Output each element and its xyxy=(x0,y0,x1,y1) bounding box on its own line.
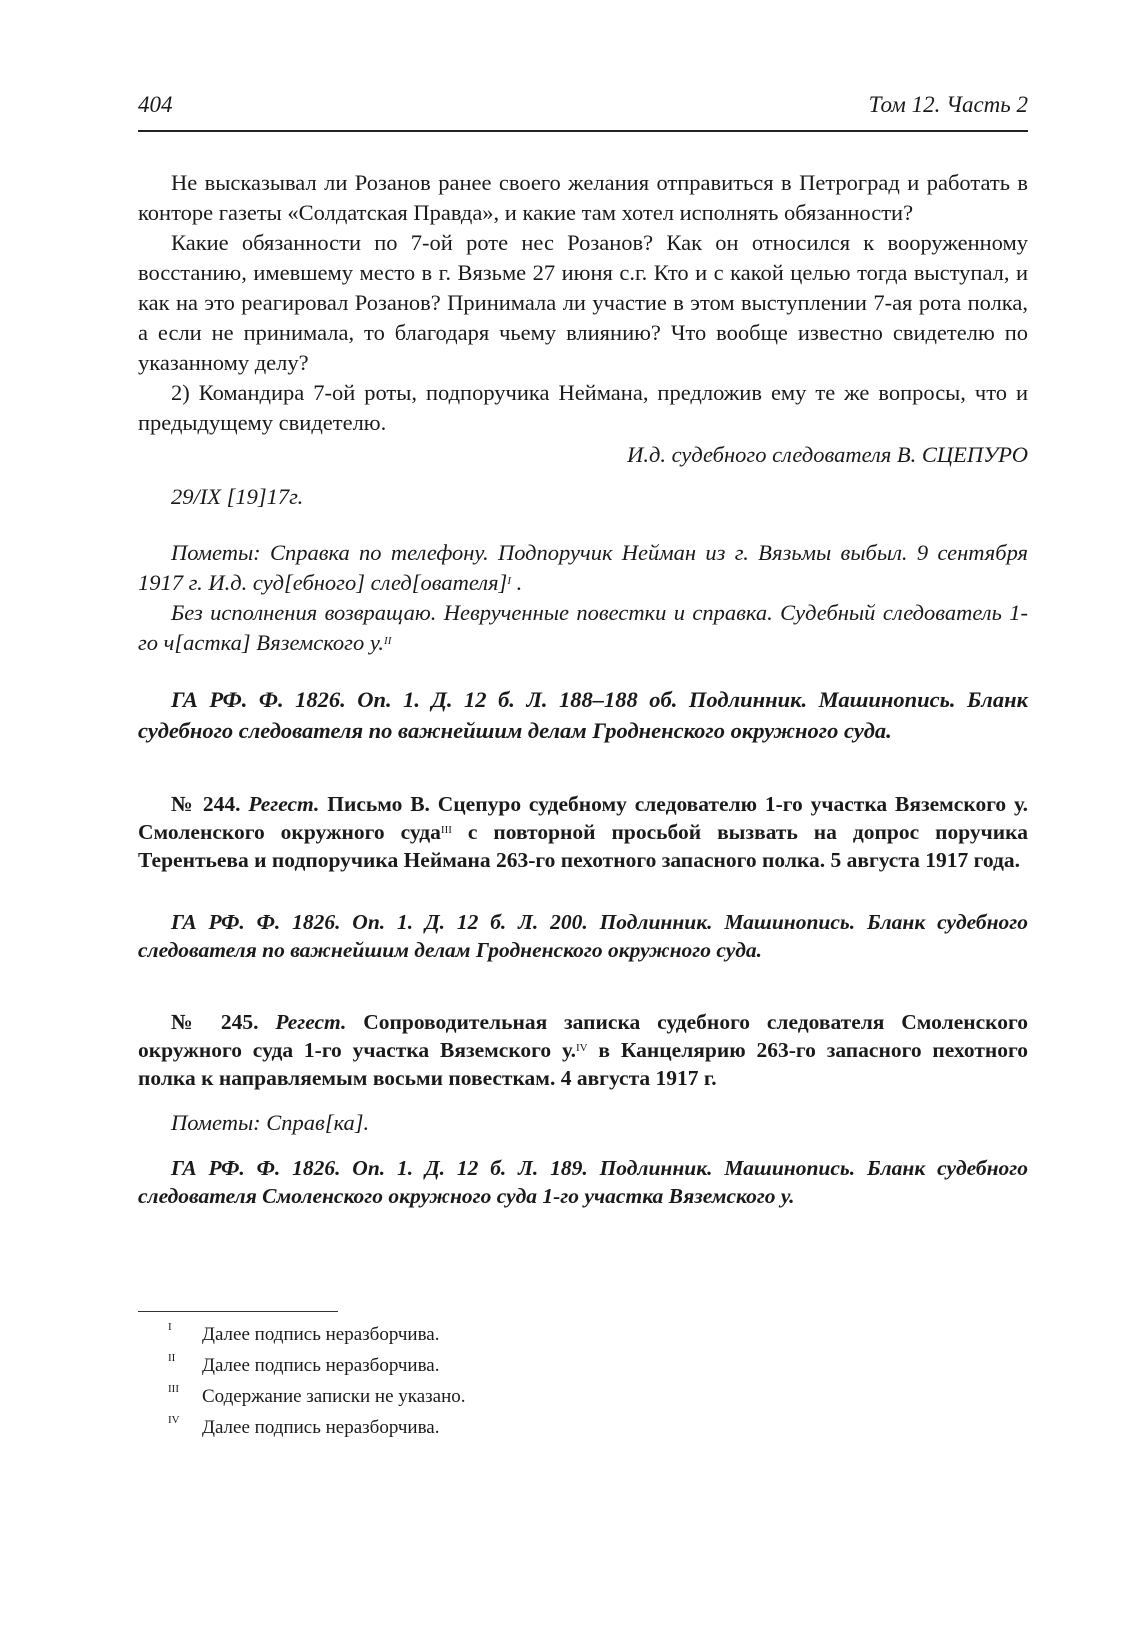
footnotes xyxy=(138,1321,1028,1448)
doc-244-number: № 244. xyxy=(171,792,241,816)
doc-245-text-b: в Канцелярию 263-го запасного пехотного полка к направляемым восьми повесткам. 4 августа 1917 г. xyxy=(138,1038,1028,1090)
marks-paragraph-2 xyxy=(138,598,1028,658)
footnote-ref-III: III xyxy=(440,824,452,836)
doc-245-label: Регест. xyxy=(275,1010,347,1034)
main-text xyxy=(138,168,1028,1210)
document-date: 29/IX [19]17г. xyxy=(171,484,304,509)
document-245-regest xyxy=(138,1008,1028,1092)
footnote-mark: II xyxy=(168,1352,176,1364)
archive-source-1: ГА РФ. Ф. 1826. Оп. 1. Д. 12 б. Л. 188–188 об. Подлинник. Машинопись. Бланк судебного следователя по важнейшим делам Гродненского окружного суда. xyxy=(138,687,1028,743)
footnote-item xyxy=(138,1321,1028,1355)
volume-title: Том 12. Часть 2 xyxy=(868,92,1028,117)
doc-245-text-a: Сопроводительная записка судебного следователя Смоленского окружного суда 1-го участка Вяземского у. xyxy=(138,1010,1028,1062)
doc-245-number: № 245. xyxy=(171,1010,259,1034)
doc-244-text-a: Письмо В. Сцепуро судебному следователю 1-го участка Вяземского у. Смоленского окружного суда xyxy=(138,792,1029,844)
archive-source-3: ГА РФ. Ф. 1826. Оп. 1. Д. 12 б. Л. 189. Подлинник. Машинопись. Бланк судебного следователя Смоленского окружного суда 1-го участка Вяземского у. xyxy=(138,1156,1028,1208)
page-number: 404 xyxy=(138,92,173,117)
footnote-text: Далее подпись неразборчива. xyxy=(202,1355,440,1376)
footnote-mark: I xyxy=(168,1321,172,1333)
footnote-mark: III xyxy=(168,1383,179,1395)
marks-text-1-end: . xyxy=(511,570,523,595)
archive-source-2: ГА РФ. Ф. 1826. Оп. 1. Д. 12 б. Л. 200. Подлинник. Машинопись. Бланк судебного следователя по важнейшим делам Гродненского окружного суда. xyxy=(138,910,1028,962)
running-header xyxy=(138,90,1028,132)
footnote-text: Далее подпись неразборчива. xyxy=(202,1417,440,1438)
footnote-mark: IV xyxy=(168,1414,180,1426)
footnote-ref-IV: IV xyxy=(575,1042,588,1054)
marks-text-2: Без исполнения возвращаю. Неврученные повестки и справка. Судебный следователь 1-го ч[астка] Вяземского у. xyxy=(138,600,1028,655)
marks-paragraph-1 xyxy=(138,538,1028,598)
footnote-item xyxy=(138,1352,1028,1386)
marks-paragraph-3: Пометы: Справ[ка]. xyxy=(171,1110,370,1135)
signature-line: И.д. судебного следователя В. СЦЕПУРО xyxy=(627,442,1028,467)
footnote-item xyxy=(138,1414,1028,1448)
paragraph-1: Не высказывал ли Розанов ранее своего желания отправиться в Петроград и работать в конторе газеты «Солдатская Правда», и какие там хотел исполнять обязанности? xyxy=(138,170,1028,225)
paragraph-3: 2) Командира 7-ой роты, подпоручика Неймана, предложив ему те же вопросы, что и предыдущему свидетелю. xyxy=(138,380,1028,435)
document-244-regest xyxy=(138,790,1028,874)
footnote-ref-I: I xyxy=(507,575,511,587)
footnote-text: Содержание записки не указано. xyxy=(202,1386,466,1407)
paragraph-2: Какие обязанности по 7-ой роте нес Розанов? Как он относился к вооруженному восстанию, имевшему место в г. Вязьме 27 июня с.г. Кто и с какой целью тогда выступал, и как на это реагировал Розанов? Принимала ли участие в этом выступлении 7-ая рота полка, а если не принимала, то благодаря чьему влиянию? Что вообще известно свидетелю по указанному делу? xyxy=(138,230,1028,375)
doc-244-text-b: с повторной просьбой вызвать на допрос поручика Терентьева и подпоручика Неймана 263-го пехотного запасного полка. 5 августа 1917 года. xyxy=(138,820,1028,872)
marks-text-1: Пометы: Справка по телефону. Подпоручик Нейман из г. Вязьмы выбыл. 9 сентября 1917 г. И.д. суд[ебного] след[ователя] xyxy=(138,540,1028,595)
doc-244-label: Регест. xyxy=(248,792,320,816)
footnote-separator xyxy=(138,1311,338,1312)
footnote-item xyxy=(138,1383,1028,1417)
footnote-ref-II: II xyxy=(384,635,392,647)
footnote-text: Далее подпись неразборчива. xyxy=(202,1324,440,1345)
